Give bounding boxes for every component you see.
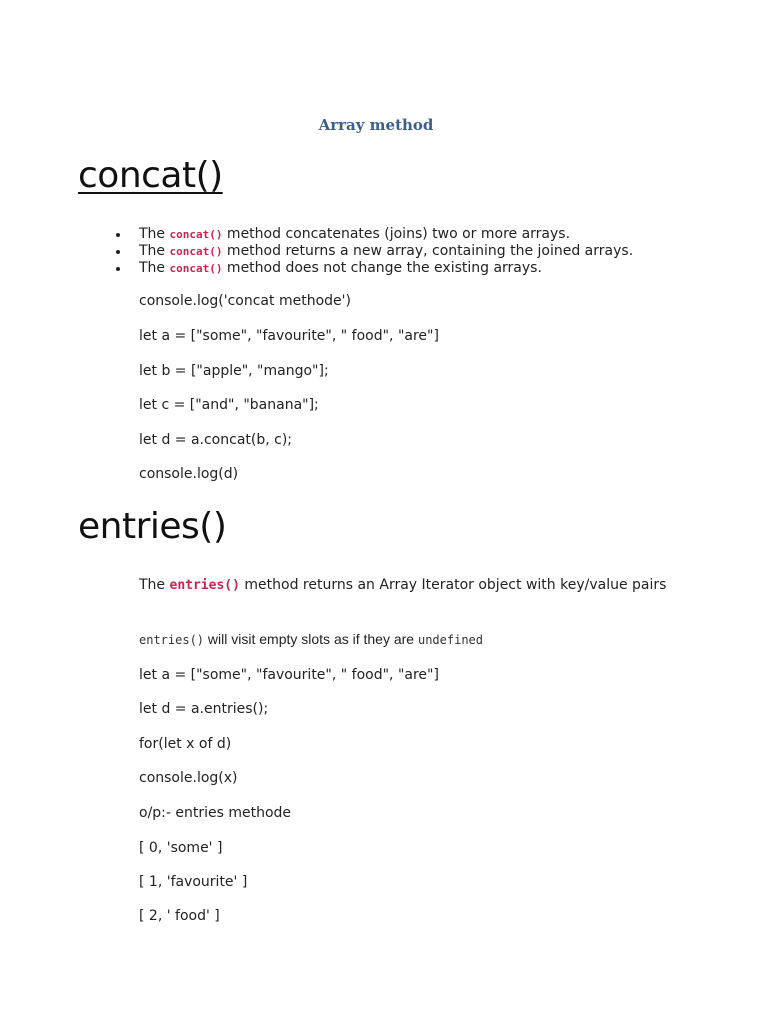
- desc-text-post: method returns an Array Iterator object with key/value pairs: [239, 577, 667, 593]
- entries-heading: entries(): [78, 506, 227, 547]
- entries-description: [139, 577, 684, 594]
- code-line: let c = ["and", "banana"];: [139, 397, 319, 413]
- bullet-dot-icon: [116, 250, 120, 254]
- bullet-text-pre: The: [139, 260, 170, 276]
- bullet-dot-icon: [116, 267, 120, 271]
- code-line: console.log('concat methode'): [139, 293, 351, 309]
- bullet-text-post: method does not change the existing arrays.: [222, 260, 542, 276]
- output-line: [ 0, 'some' ]: [139, 840, 223, 856]
- desc-text-pre: The: [139, 577, 170, 593]
- code-line: for(let x of d): [139, 736, 232, 752]
- output-line: [ 1, 'favourite' ]: [139, 874, 248, 890]
- code-line: let a = ["some", "favourite", " food", "are"]: [139, 667, 439, 683]
- bullet-dot-icon: [116, 233, 120, 237]
- code-line: let d = a.concat(b, c);: [139, 432, 293, 448]
- bullet-text-pre: The: [139, 243, 170, 259]
- bullet-text-post: method concatenates (joins) two or more arrays.: [222, 226, 571, 242]
- code-line: console.log(x): [139, 770, 238, 786]
- code-line: let a = ["some", "favourite", " food", "are"]: [139, 328, 439, 344]
- document-title: Array method: [318, 116, 434, 134]
- bullet-code: concat(): [169, 262, 223, 275]
- entries-note: [139, 631, 483, 647]
- bullet-item: [114, 260, 633, 277]
- desc-code: entries(): [169, 578, 240, 593]
- note-code-entries: entries(): [139, 633, 205, 647]
- code-line: let d = a.entries();: [139, 701, 269, 717]
- bullet-text-post: method returns a new array, containing the joined arrays.: [222, 243, 634, 259]
- bullet-item: [114, 243, 633, 260]
- output-label: o/p:- entries methode: [139, 805, 292, 821]
- code-line: console.log(d): [139, 466, 239, 482]
- bullet-item: [114, 226, 633, 243]
- note-code-undefined: undefined: [417, 633, 484, 647]
- concat-bullet-list: [114, 226, 633, 277]
- concat-heading: concat(): [78, 155, 223, 196]
- code-line: let b = ["apple", "mango"];: [139, 363, 329, 379]
- note-text: will visit empty slots as if they are: [204, 631, 418, 647]
- bullet-code: concat(): [169, 228, 223, 241]
- bullet-code: concat(): [169, 245, 223, 258]
- output-line: [ 2, ' food' ]: [139, 908, 220, 924]
- bullet-text-pre: The: [139, 226, 170, 242]
